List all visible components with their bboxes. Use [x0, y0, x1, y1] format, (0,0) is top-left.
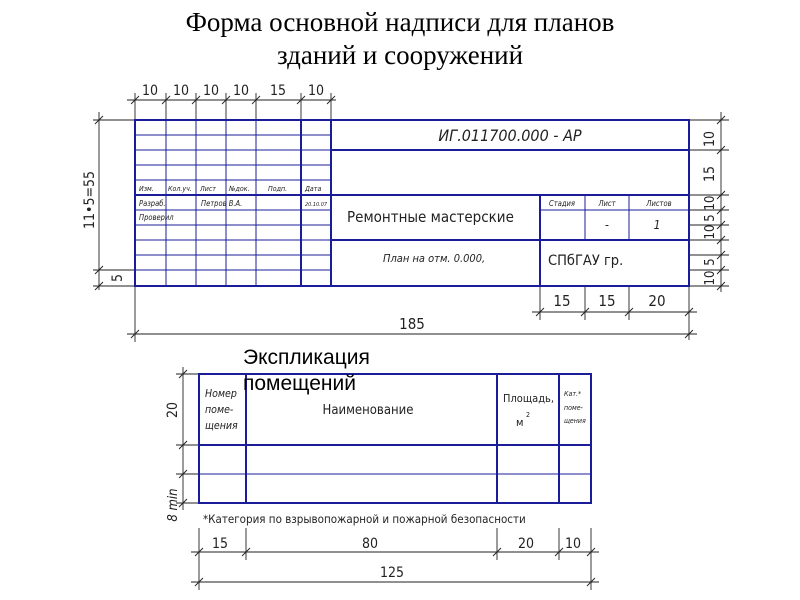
col-category-line1: Кат.* — [564, 390, 582, 398]
dim-bottom-1: 15 — [553, 292, 571, 310]
dim-col-2: 80 — [361, 536, 379, 552]
col-header-data: Дата — [305, 185, 322, 193]
dim-col-4: 10 — [564, 536, 582, 552]
dim-col-3: 20 — [517, 536, 535, 552]
dim-right-3: 10 — [703, 195, 718, 211]
dim-bottom-2: 15 — [598, 292, 616, 310]
sheet-value: - — [605, 218, 609, 232]
dim-top-4: 10 — [232, 83, 250, 99]
dim-top-1: 10 — [141, 83, 159, 99]
building-name-text: Ремонтные мастерские — [347, 208, 514, 226]
designation-text: ИГ.011700.000 - АР — [438, 126, 582, 145]
col-header-koluch: Кол.уч. — [168, 185, 192, 193]
col-area-line2: м — [516, 416, 524, 429]
col-category-line3: щения — [564, 417, 586, 425]
dim-right-5: 10 — [703, 224, 718, 240]
title-block — [135, 120, 689, 286]
dim-bottom-3: 20 — [648, 292, 666, 310]
row1-role: Разраб. — [139, 199, 166, 208]
dim-right-2: 15 — [702, 165, 718, 183]
dim-explication-total: 125 — [379, 565, 405, 581]
dim-top-5: 15 — [269, 83, 287, 99]
organization-text: СПбГАУ гр. — [548, 253, 624, 269]
dim-top-2: 10 — [172, 83, 190, 99]
sheet-name-text: План на отм. 0.000, — [383, 252, 486, 265]
col-header-podp: Подп. — [268, 185, 288, 193]
dim-total-width: 185 — [399, 315, 425, 333]
dim-top-6: 10 — [307, 83, 325, 99]
slide-title-line-2: зданий и сооружений — [276, 40, 524, 70]
dim-left-rows: 11•5=55 — [82, 170, 98, 230]
sheets-header: Листов — [646, 199, 672, 208]
explication-title-line-1: Экспликация — [243, 346, 370, 369]
dim-col-1: 15 — [211, 536, 229, 552]
stage-header: Стадия — [549, 199, 575, 208]
explication-title — [243, 345, 370, 397]
col-name-header: Наименование — [322, 403, 414, 418]
dim-right-7: 10 — [703, 270, 718, 286]
dim-right-6: 5 — [703, 258, 718, 266]
explication-title-line-2: помещений — [243, 372, 356, 395]
col-area-line1: Площадь, — [503, 392, 555, 405]
row2-role: Проверил — [139, 213, 174, 222]
sheet-header: Лист — [598, 199, 616, 208]
row1-date: 20.10.07 — [305, 202, 328, 208]
dim-right-4: 5 — [703, 214, 718, 222]
dim-left-bottom: 5 — [110, 273, 126, 283]
sheets-value: 1 — [653, 218, 661, 232]
explication-footnote: *Категория по взрывопожарной и пожарной безопасности — [203, 512, 526, 526]
col-header-izm: Изм. — [139, 185, 154, 193]
slide-title-line-1: Форма основной надписи для планов — [185, 7, 615, 37]
col-number-line1: Номер — [205, 388, 237, 400]
col-header-list: Лист — [200, 185, 216, 193]
dim-right-1: 10 — [702, 130, 718, 148]
col-category-line2: поме- — [564, 404, 583, 412]
dim-row-min: 8 min — [166, 488, 181, 522]
col-number-line2: поме- — [205, 404, 234, 416]
col-header-ndok: №док. — [229, 185, 250, 193]
col-number-line3: щения — [205, 420, 238, 432]
row1-name: Петров В.А. — [201, 199, 243, 208]
dim-header-height: 20 — [165, 401, 181, 419]
col-area-superscript: 2 — [526, 411, 531, 419]
dim-top-3: 10 — [202, 83, 220, 99]
